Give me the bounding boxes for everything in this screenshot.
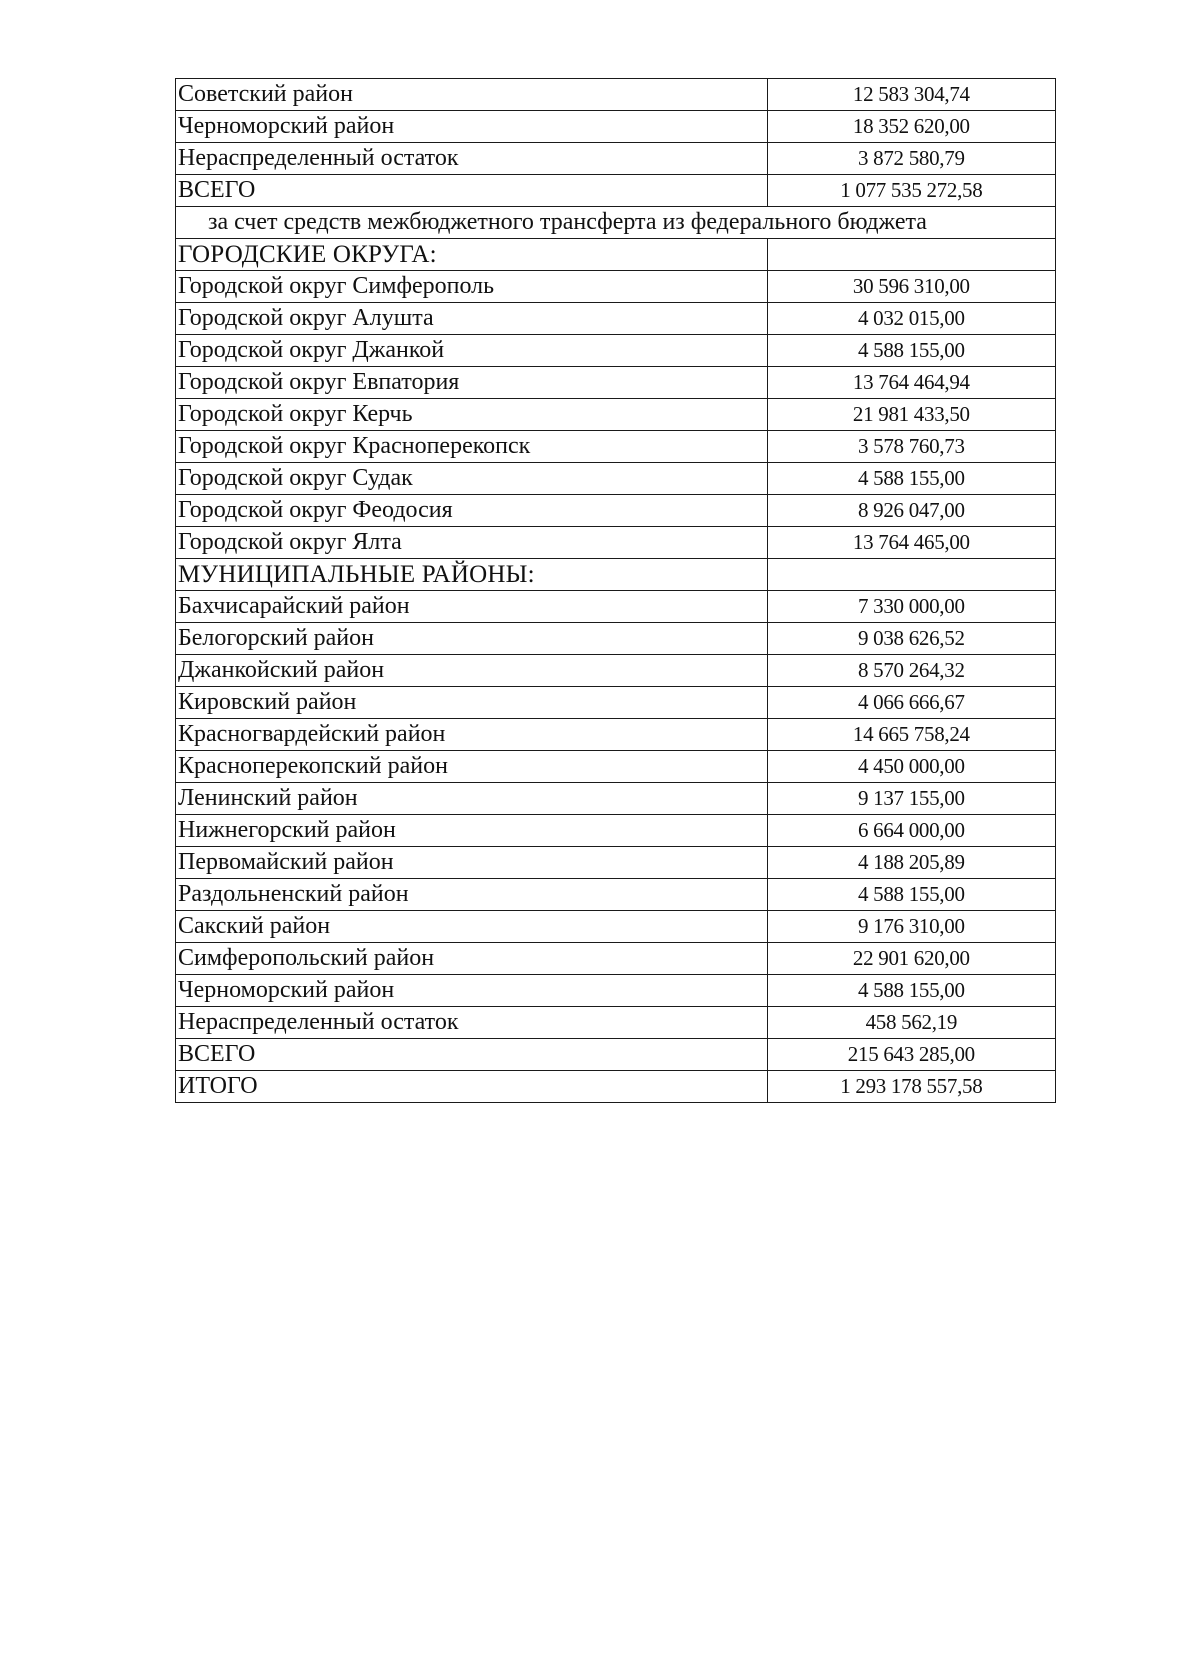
amount-value: 13 764 464,94 [767, 367, 1055, 399]
amount-value: 3 872 580,79 [767, 143, 1055, 175]
entity-name: Черноморский район [176, 111, 768, 143]
amount-value: 22 901 620,00 [767, 943, 1055, 975]
table-row [176, 911, 1056, 943]
entity-name: Бахчисарайский район [176, 591, 768, 623]
entity-name: Городской округ Судак [176, 463, 768, 495]
amount-value: 4 588 155,00 [767, 975, 1055, 1007]
amount-value: 21 981 433,50 [767, 399, 1055, 431]
entity-name: Симферопольский район [176, 943, 768, 975]
amount-value: 3 578 760,73 [767, 431, 1055, 463]
entity-name: Красногвардейский район [176, 719, 768, 751]
amount-value: 458 562,19 [767, 1007, 1055, 1039]
table-row [176, 111, 1056, 143]
table-row [176, 783, 1056, 815]
entity-name: Ленинский район [176, 783, 768, 815]
group-heading: МУНИЦИПАЛЬНЫЕ РАЙОНЫ: [176, 559, 768, 591]
table-row [176, 623, 1056, 655]
amount-value: 8 570 264,32 [767, 655, 1055, 687]
entity-name: Красноперекопский район [176, 751, 768, 783]
amount-value: 9 038 626,52 [767, 623, 1055, 655]
amount-value: 18 352 620,00 [767, 111, 1055, 143]
table-row [176, 367, 1056, 399]
amount-value: 9 176 310,00 [767, 911, 1055, 943]
table-row [176, 975, 1056, 1007]
entity-name: ВСЕГО [176, 175, 768, 207]
group-heading-row [176, 559, 1056, 591]
entity-name: Городской округ Красноперекопск [176, 431, 768, 463]
table-row [176, 591, 1056, 623]
table-row [176, 687, 1056, 719]
table-row [176, 143, 1056, 175]
amount-value [767, 239, 1055, 271]
table-row [176, 943, 1056, 975]
table-row [176, 495, 1056, 527]
amount-value: 4 188 205,89 [767, 847, 1055, 879]
entity-name: Сакский район [176, 911, 768, 943]
amount-value: 9 137 155,00 [767, 783, 1055, 815]
table-row [176, 879, 1056, 911]
table-row [176, 655, 1056, 687]
entity-name: Белогорский район [176, 623, 768, 655]
grand-total-row [176, 1071, 1056, 1103]
table-row [176, 431, 1056, 463]
amount-value: 12 583 304,74 [767, 79, 1055, 111]
allocation-table [175, 78, 1056, 1103]
entity-name: Городской округ Керчь [176, 399, 768, 431]
amount-value: 4 450 000,00 [767, 751, 1055, 783]
amount-value: 1 077 535 272,58 [767, 175, 1055, 207]
table-row [176, 815, 1056, 847]
amount-value: 215 643 285,00 [767, 1039, 1055, 1071]
entity-name: Городской округ Джанкой [176, 335, 768, 367]
table-row [176, 271, 1056, 303]
amount-value: 1 293 178 557,58 [767, 1071, 1055, 1103]
table-row [176, 303, 1056, 335]
entity-name: Городской округ Ялта [176, 527, 768, 559]
group-heading-row [176, 239, 1056, 271]
amount-value: 4 588 155,00 [767, 463, 1055, 495]
entity-name: Городской округ Феодосия [176, 495, 768, 527]
entity-name: ВСЕГО [176, 1039, 768, 1071]
table-row [176, 399, 1056, 431]
amount-value: 4 588 155,00 [767, 879, 1055, 911]
amount-value: 13 764 465,00 [767, 527, 1055, 559]
entity-name: Раздольненский район [176, 879, 768, 911]
entity-name: Кировский район [176, 687, 768, 719]
subtotal-row [176, 175, 1056, 207]
entity-name: Нераспределенный остаток [176, 1007, 768, 1039]
amount-value: 8 926 047,00 [767, 495, 1055, 527]
amount-value: 4 032 015,00 [767, 303, 1055, 335]
amount-value: 30 596 310,00 [767, 271, 1055, 303]
entity-name: Советский район [176, 79, 768, 111]
entity-name: Нераспределенный остаток [176, 143, 768, 175]
entity-name: Нижнегорский район [176, 815, 768, 847]
table-row [176, 463, 1056, 495]
table-row [176, 1007, 1056, 1039]
table-row [176, 751, 1056, 783]
entity-name: Первомайский район [176, 847, 768, 879]
entity-name: Джанкойский район [176, 655, 768, 687]
table-row [176, 719, 1056, 751]
entity-name: Черноморский район [176, 975, 768, 1007]
section-heading: за счет средств межбюджетного трансферта из федерального бюджета [176, 207, 1056, 239]
entity-name: ИТОГО [176, 1071, 768, 1103]
entity-name: Городской округ Алушта [176, 303, 768, 335]
entity-name: Городской округ Симферополь [176, 271, 768, 303]
amount-value: 14 665 758,24 [767, 719, 1055, 751]
amount-value: 4 588 155,00 [767, 335, 1055, 367]
section-heading-row [176, 207, 1056, 239]
amount-value: 7 330 000,00 [767, 591, 1055, 623]
table-row [176, 847, 1056, 879]
allocation-table-body [176, 79, 1056, 1103]
table-row [176, 79, 1056, 111]
amount-value: 4 066 666,67 [767, 687, 1055, 719]
amount-value: 6 664 000,00 [767, 815, 1055, 847]
entity-name: Городской округ Евпатория [176, 367, 768, 399]
table-row [176, 335, 1056, 367]
group-heading: ГОРОДСКИЕ ОКРУГА: [176, 239, 768, 271]
table-row [176, 527, 1056, 559]
amount-value [767, 559, 1055, 591]
subtotal-row [176, 1039, 1056, 1071]
